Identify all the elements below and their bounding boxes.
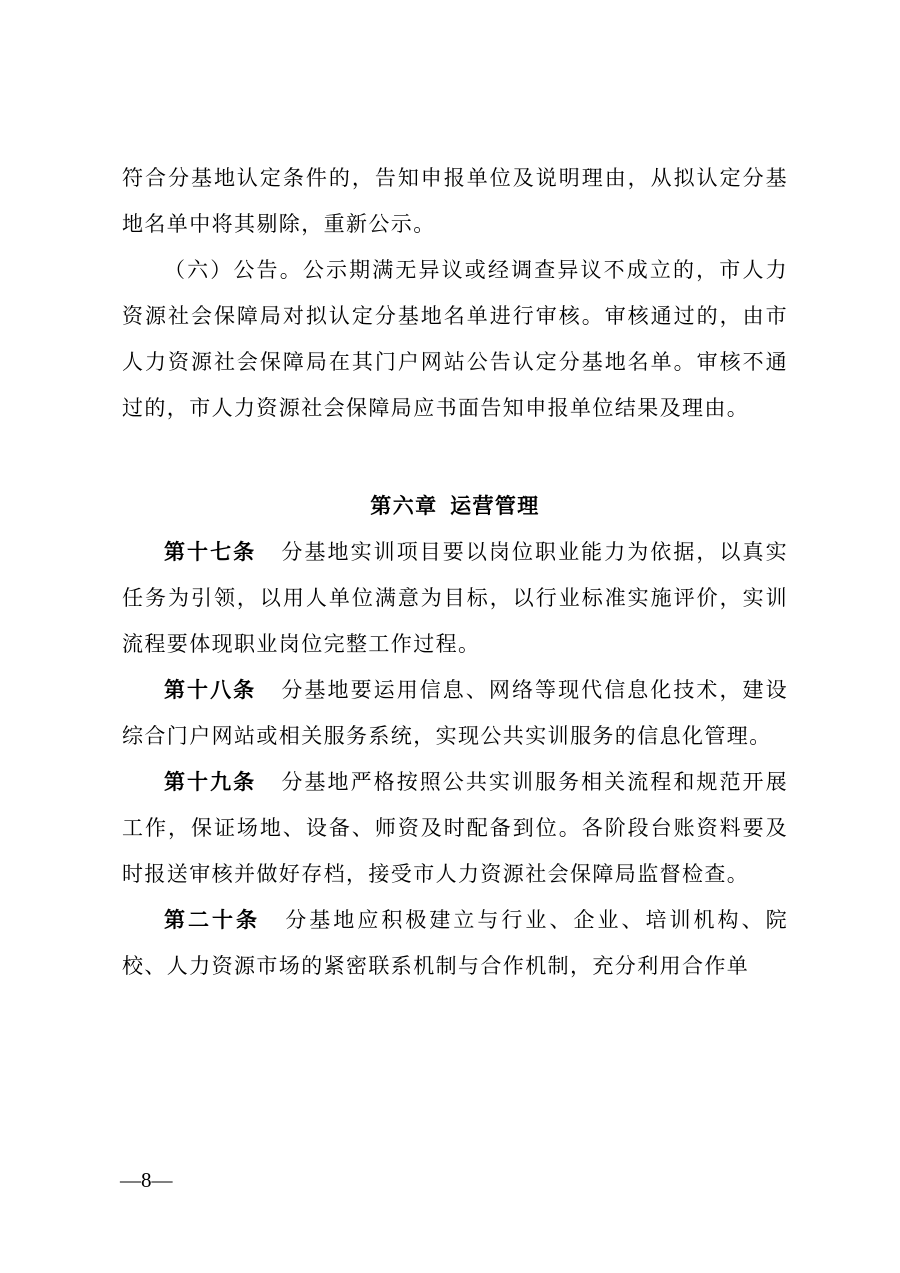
article-lead: 第二十条: [164, 908, 261, 932]
chapter-heading: [122, 483, 788, 529]
article-lead: 第十七条: [164, 540, 257, 564]
chapter-number: 第六章: [370, 494, 438, 518]
article-text: 分基地要运用信息、网络等现代信息化技术，建设综合门户网站或相关服务系统，实现公共实训服务的信息化管理。: [122, 678, 788, 748]
article-lead: 第十八条: [164, 678, 257, 702]
article-text: 分基地严格按照公共实训服务相关流程和规范开展工作，保证场地、设备、师资及时配备到位。各阶段台账资料要及时报送审核并做好存档，接受市人力资源社会保障局监督检查。: [122, 770, 788, 886]
continuation-paragraph: 符合分基地认定条件的，告知申报单位及说明理由，从拟认定分基地名单中将其剔除，重新公示。: [122, 166, 788, 236]
item-six-paragraph: （六）公告。公示期满无异议或经调查异议不成立的，市人力资源社会保障局对拟认定分基地名单进行审核。审核通过的，由市人力资源社会保障局在其门户网站公告认定分基地名单。审核不通过的，市人力资源社会保障局应书面告知申报单位结果及理由。: [122, 258, 788, 420]
article-18: [122, 667, 788, 759]
article-20: [122, 897, 788, 989]
page-number: —8—: [120, 1168, 173, 1192]
article-text: 分基地实训项目要以岗位职业能力为依据，以真实任务为引领，以用人单位满意为目标，以行业标准实施评价，实训流程要体现职业岗位完整工作过程。: [122, 540, 788, 656]
chapter-title: 运营管理: [450, 494, 540, 518]
article-text: 分基地应积极建立与行业、企业、培训机构、院校、人力资源市场的紧密联系机制与合作机制，充分利用合作单: [122, 908, 788, 978]
article-lead: 第十九条: [164, 770, 257, 794]
body-text: [122, 155, 788, 989]
article-19: [122, 759, 788, 897]
article-17: [122, 529, 788, 667]
